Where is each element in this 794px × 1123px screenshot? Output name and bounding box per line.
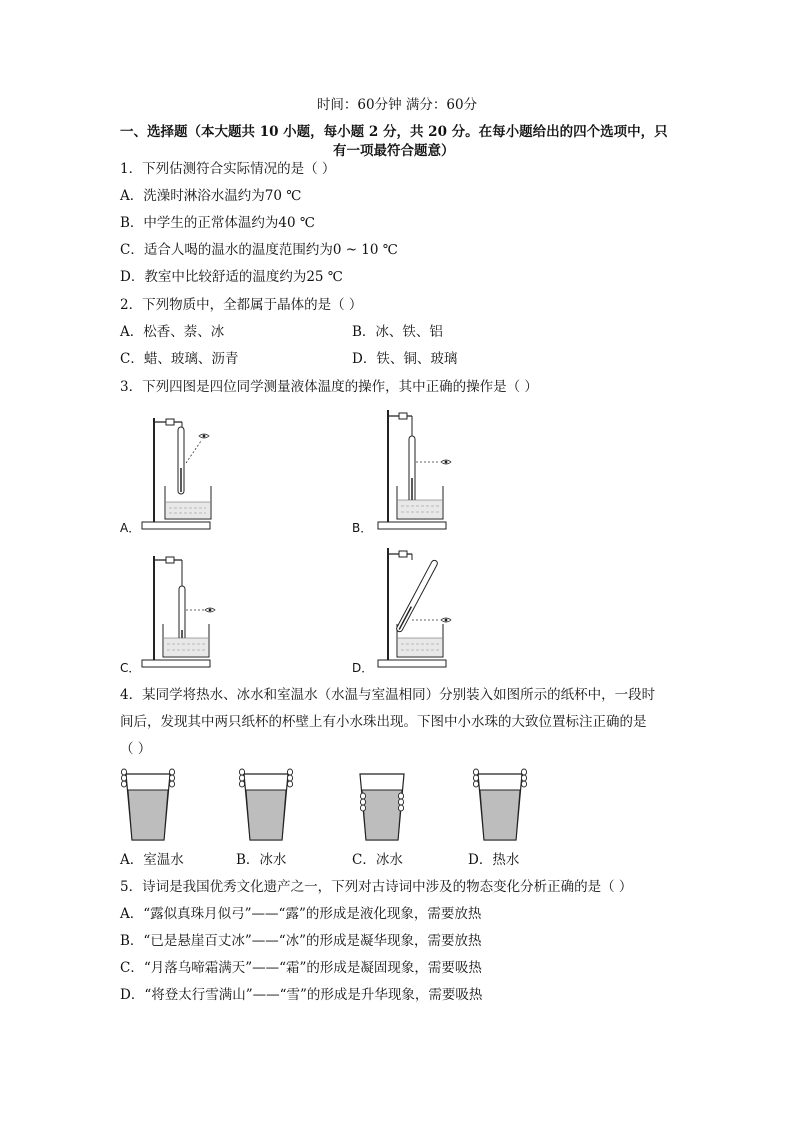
q2-option-b: B．冰、铁、铝 (352, 324, 443, 340)
paper-cup-c (352, 766, 414, 844)
q5-option-b: B．“已是悬崖百丈冰”——“冰”的形成是凝华现象，需要放热 (120, 933, 482, 949)
section-title-line2: 有一项最符合题意） (333, 143, 455, 159)
q4-option-c: C．冰水 (352, 852, 403, 868)
thermometer-figure-a (136, 408, 216, 530)
exam-info: 时间：60分钟 满分：60分 (316, 97, 478, 113)
q3-label-d: D． (352, 661, 374, 675)
q5-stem: 5．诗词是我国优秀文化遗产之一，下列对古诗词中涉及的物态变化分析正确的是（ ） (120, 879, 633, 895)
q2-stem: 2．下列物质中，全都属于晶体的是（ ） (120, 297, 363, 313)
q4-option-b: B．冰水 (236, 852, 287, 868)
paper-cup-b (236, 766, 298, 844)
thermometer-figure-b (372, 408, 462, 530)
q1-option-d: D．教室中比较舒适的温度约为25 ℃ (120, 269, 343, 285)
paper-cup-a (118, 766, 180, 844)
thermometer-figure-c (136, 546, 226, 668)
paper-cup-d (470, 766, 532, 844)
q1-stem: 1．下列估测符合实际情况的是（ ） (120, 161, 336, 177)
q3-label-c: C． (120, 661, 141, 675)
q1-option-b: B．中学生的正常体温约为40 ℃ (120, 215, 315, 231)
q3-stem: 3．下列四图是四位同学测量液体温度的操作，其中正确的操作是（ ） (120, 379, 538, 395)
section-title-line1: 一、选择题（本大题共 10 小题，每小题 2 分，共 20 分。在每小题给出的四个选项中，只 (120, 124, 668, 140)
q4-option-d: D．热水 (468, 852, 520, 868)
q3-label-b: B． (352, 521, 373, 535)
q4-stem-line1: 4．某同学将热水、冰水和室温水（水温与室温相同）分别装入如图所示的纸杯中，一段时 (120, 687, 656, 703)
q1-option-a: A．洗澡时淋浴水温约为70 ℃ (120, 188, 302, 204)
thermometer-figure-d (372, 546, 462, 668)
q2-option-d: D．铁、铜、玻璃 (352, 351, 458, 367)
q2-option-a: A．松香、萘、冰 (120, 324, 225, 340)
q5-option-d: D．“将登太行雪满山”——“雪”的形成是升华现象，需要吸热 (120, 987, 483, 1003)
q1-option-c: C．适合人喝的温水的温度范围约为0 ~ 10 ℃ (120, 242, 398, 258)
q4-stem-line3: （ ） (120, 741, 152, 757)
q4-stem-line2: 间后，发现其中两只纸杯的杯壁上有小水珠出现。下图中小水珠的大致位置标注正确的是 (120, 714, 647, 730)
q2-option-c: C．蜡、玻璃、沥青 (120, 351, 239, 367)
q5-option-c: C．“月落乌啼霜满天”——“霜”的形成是凝固现象，需要吸热 (120, 960, 482, 976)
q4-option-a: A．室温水 (120, 852, 184, 868)
q5-option-a: A．“露似真珠月似弓”——“露”的形成是液化现象，需要放热 (120, 906, 482, 922)
q3-label-a: A． (120, 521, 141, 535)
